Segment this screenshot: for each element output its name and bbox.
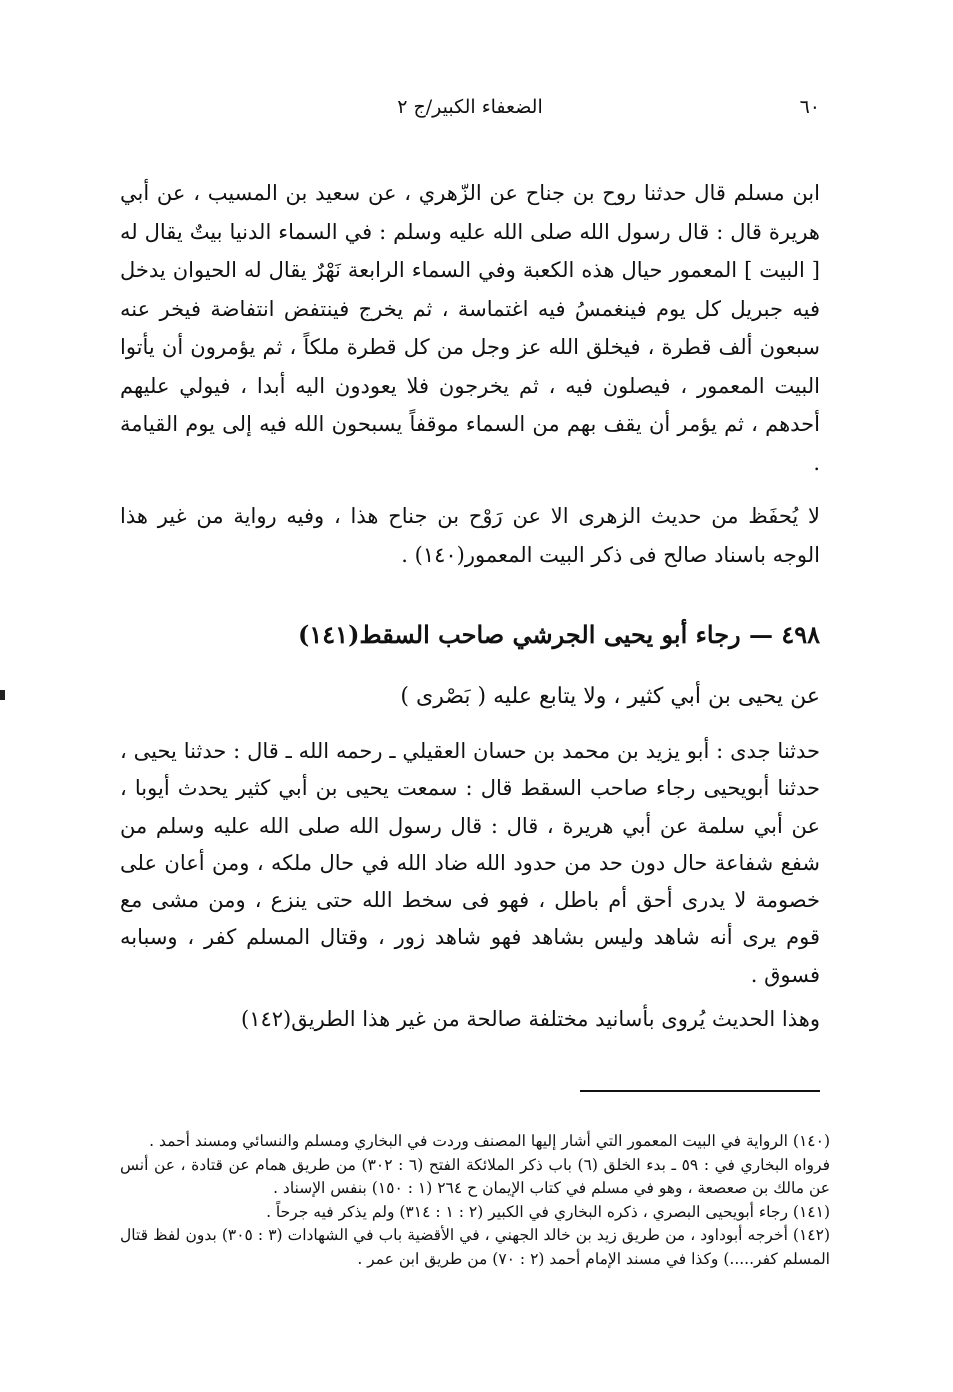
footnotes	[120, 1130, 830, 1272]
footnote-140-continued: فرواه البخاري في : ٥٩ ـ بدء الخلق (٦) باب ذكر الملائكة الفتح (٦ : ٣٠٢) من طريق همام عن قتادة ، عن أنس عن مالك بن صعصعة ، وهو في مسلم في كتاب الإيمان ح ٢٦٤ (١ : ١٥٠) بنفس الإسناد .	[120, 1155, 830, 1198]
paragraph-hadith-bayt-mamur	[120, 174, 820, 482]
paragraph-text: ابن مسلم قال حدثنا روح بن جناح عن الزّهري ، عن سعيد بن المسيب ، عن أبي هريرة قال : قال رسول الله صلى الله عليه وسلم : في السماء الدنيا بيتٌ يقال له [ البيت ] المعمور حيال هذه الكعبة وفي السماء الرابعة نَهْرٌ يقال له الحيوان يدخل فيه جبريل كل يوم فينغمسُ فيه اغتماسة ، ثم يخرج فينتفض انتفاضة فيخر عنه سبعون ألف قطرة ، فيخلق الله عز وجل من كل قطرة ملكاً ، ثم يؤمرون أن يأتوا البيت المعمور ، فيصلون فيه ، ثم يخرجون فلا يعودون اليه أبدا ، فيولي عليهم أحدهم ، ثم يؤمر أن يقف بهم من السماء موقفاً يسبحون الله فيه إلى يوم القيامة .	[120, 181, 820, 475]
paragraph-commentary	[120, 497, 820, 574]
page-header	[120, 96, 820, 136]
footnote-142: (١٤٢) أخرجه أبوداود ، من طريق زيد بن خالد الجهني ، في الأقضية باب في الشهادات (٣ : ٣٠٥) بدون لفظ قتال المسلم كفر.....) وكذا في مسند الإمام أحمد (٢ : ٧٠) من طريق ابن عمر .	[120, 1226, 831, 1268]
footnote-141: (١٤١) رجاء أبويحيى البصري ، ذكره البخاري في الكبير (٢ : ١ : ٣١٤) ولم يذكر فيه جرحاً .	[266, 1202, 830, 1221]
paragraph-text: لا يُحفَظ من حديث الزهرى الا عن رَوْح بن جناح هذا ، وفيه رواية من غير هذا الوجه باسناد صالح فى ذكر البيت المعمور(١٤٠) .	[120, 504, 820, 567]
entry-heading	[120, 616, 820, 655]
running-title: الضعفاء الكبير/ج ٢	[397, 96, 543, 118]
page-number: ٦٠	[799, 96, 820, 118]
paragraph-text: حدثنا جدى : أبو يزيد بن محمد بن حسان العقيلي ـ رحمه الله ـ قال : حدثنا يحيى ، حدثنا أبويحيى رجاء صاحب السقط قال : سمعت يحيى بن أبي كثير يحدث أيوبا ، عن أبي سلمة عن أبي هريرة ، قال : قال رسول الله صلى الله عليه وسلم من شفع شفاعة حال دون حد من حدود الله ضاد الله في حال ملكه ، ومن أعان على خصومة لا يدرى أحق أم باطل ، فهو فى سخط الله حتى ينزع ، ومن مشى مع قوم يرى أنه شاهد وليس بشاهد فهو شاهد زور ، وقتال المسلم كفر ، وسبابه فسوق .	[120, 739, 820, 987]
entry-heading-text: ٤٩٨ — رجاء أبو يحيى الجرشي صاحب السقط(١٤١)	[298, 620, 820, 649]
footnote-140: (١٤٠) الرواية في البيت المعمور التي أشار إليها المصنف وردت في البخاري ومسلم والنسائي ومسند أحمد .	[149, 1132, 830, 1150]
paragraph-text: وهذا الحديث يُروى بأسانيد مختلفة صالحة من غير هذا الطريق(١٤٢)	[240, 1007, 820, 1031]
scan-dot-mark	[0, 690, 5, 700]
footnote-separator	[580, 1090, 820, 1092]
entry-subline	[120, 678, 838, 717]
entry-subline-text: عن يحيى بن أبي كثير ، ولا يتابع عليه ( بَصْرى )	[400, 684, 820, 709]
paragraph-hadith-narration	[120, 733, 820, 994]
paragraph-closing	[120, 1000, 820, 1039]
